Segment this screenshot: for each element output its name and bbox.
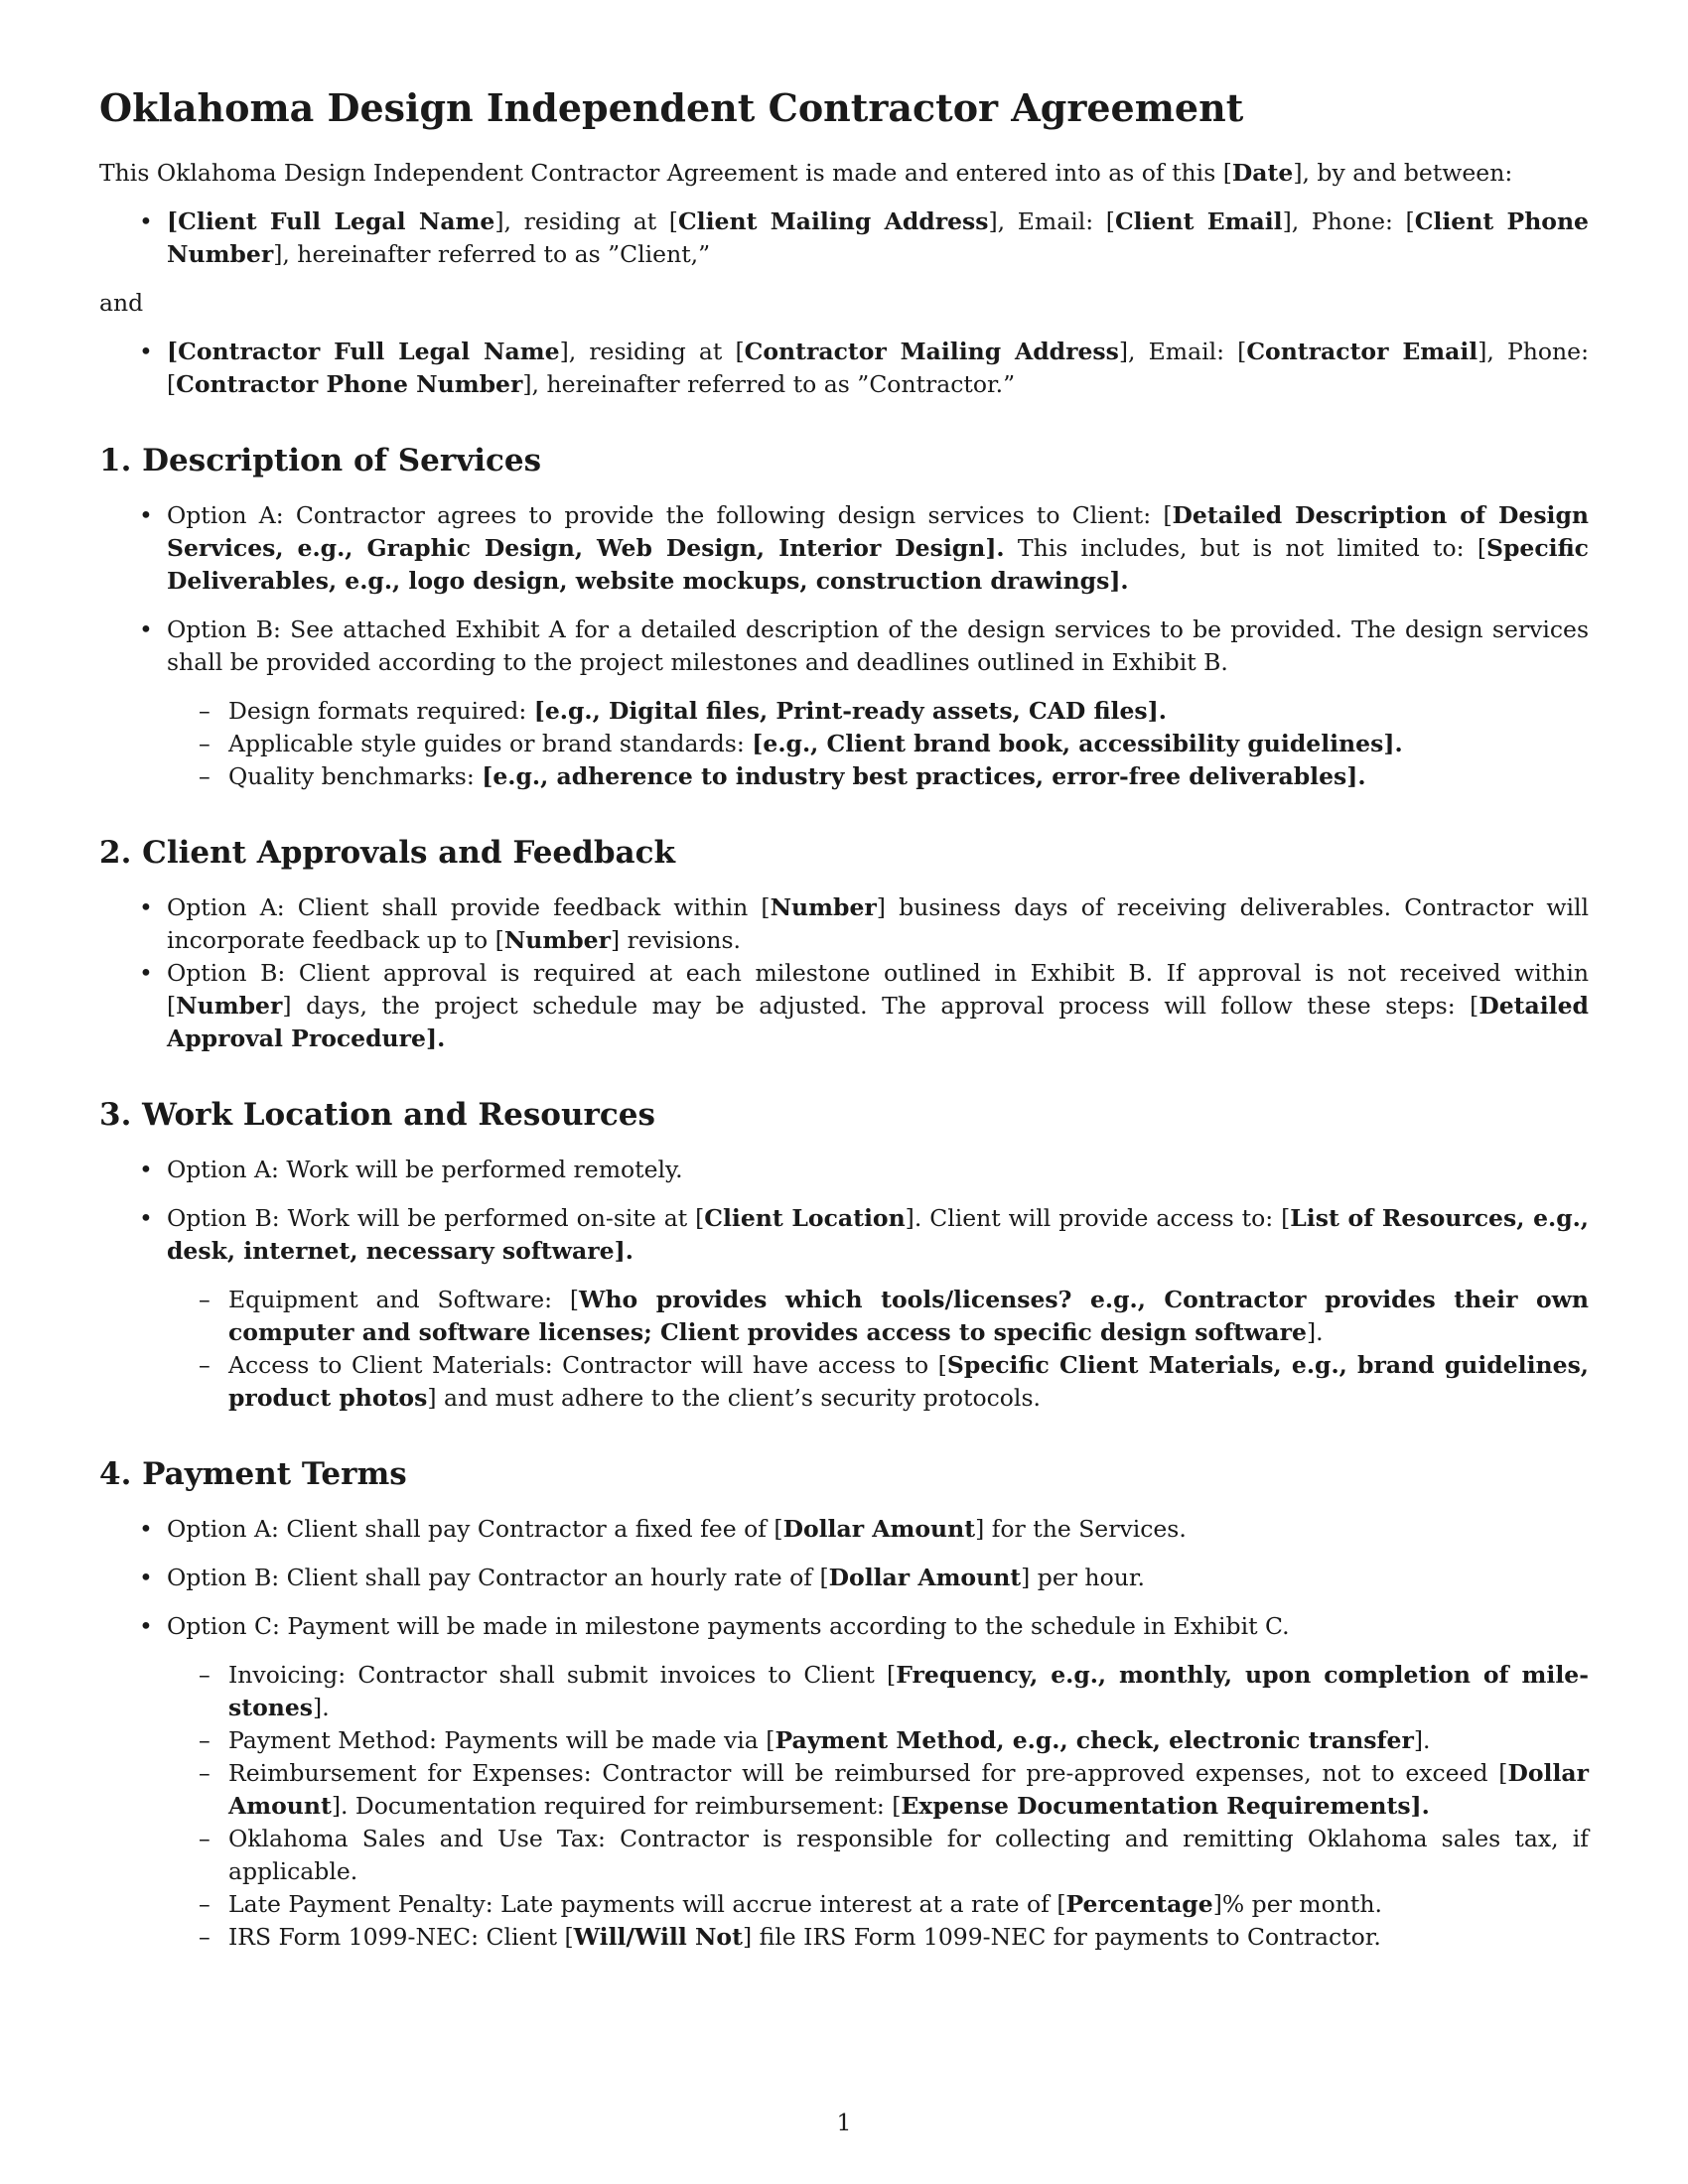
invoicing-item: – Invoicing: Contractor shall submit invoices to Client [Frequency, e.g., monthly, upon completion of milestones]. bbox=[167, 1659, 1589, 1724]
section-2-heading: 2. Client Approvals and Feedback bbox=[99, 834, 675, 871]
section-4-heading: 4. Payment Terms bbox=[99, 1456, 407, 1493]
section-3-heading: 3. Work Location and Resources bbox=[99, 1096, 655, 1133]
section-1-option-a: • Option A: Contractor agrees to provide the following design services to Client: [Detailed Description of Design Services, e.g., Graphic Design, Web Design, Interior Design]. This includes, but is not limited to: [Specific Deliverables, e.g., logo design, website mockups, construction drawings]. bbox=[99, 499, 1589, 598]
irs-form-item: – IRS Form 1099-NEC: Client [Will/Will Not] file IRS Form 1099-NEC for payments to Contractor. bbox=[167, 1921, 1589, 1954]
section-2-option-b: • Option B: Client approval is required at each milestone outlined in Exhibit B. If approval is not received within [Number] days, the project schedule may be adjusted. The approval process will follow these steps: [Detailed Approval Procedure]. bbox=[99, 957, 1589, 1055]
section-4-sublist bbox=[167, 1659, 1589, 1954]
payment-method-item: – Payment Method: Payments will be made via [Payment Method, e.g., check, electronic transfer]. bbox=[167, 1724, 1589, 1757]
style-guides-item: – Applicable style guides or brand standards: [e.g., Client brand book, accessibility guidelines]. bbox=[167, 728, 1589, 760]
section-4-option-a: • Option A: Client shall pay Contractor a fixed fee of [Dollar Amount] for the Services. bbox=[99, 1513, 1589, 1546]
section-2-option-a: • Option A: Client shall provide feedback within [Number] business days of receiving deliverables. Contractor will incorporate feedback up to [Number] revisions. bbox=[99, 891, 1589, 957]
section-1-sublist bbox=[167, 695, 1589, 793]
section-1-option-b: • Option B: See attached Exhibit A for a detailed description of the design services to be provided. The design services shall be provided according to the project milestones and deadlines outlined in Exhibit B. – Design formats required: [e.g., Digital files, Print-ready assets, CAD files]. – Applicable style guides or brand standards: [e.g., Client brand book, accessibility guidelines]. – Quality benchmarks: [e.g., adherence to industry best practices, error-free deliverables]. bbox=[99, 614, 1589, 793]
contractor-party-list bbox=[99, 336, 1589, 401]
page-number: 1 bbox=[836, 2109, 852, 2136]
section-3-option-b: • Option B: Work will be performed on-site at [Client Location]. Client will provide access to: [List of Resources, e.g., desk, internet, necessary software]. – Equipment and Software: [Who provides which tools/licenses? e.g., Contractor provides their own computer and software licenses; Client provides access to specific design software]. – Access to Client Materials: Contractor will have access to [Specific Client Materials, e.g., brand guidelines, product photos] and must adhere to the client’s security protocols. bbox=[99, 1202, 1589, 1415]
section-1-heading: 1. Description of Services bbox=[99, 442, 542, 478]
and-connector: and bbox=[99, 288, 144, 317]
equipment-software-item: – Equipment and Software: [Who provides which tools/licenses? e.g., Contractor provides their own computer and software licenses; Client provides access to specific design software]. bbox=[167, 1284, 1589, 1349]
client-party-list bbox=[99, 205, 1589, 271]
contractor-party-item: • [Contractor Full Legal Name], residing at [Contractor Mailing Address], Email: [Contractor Email], Phone: [Contractor Phone Number], hereinafter referred to as ”Contractor.” bbox=[99, 336, 1589, 401]
intro-paragraph: This Oklahoma Design Independent Contractor Agreement is made and entered into as of this [Date], by and between: bbox=[99, 158, 1513, 187]
design-formats-item: – Design formats required: [e.g., Digital files, Print-ready assets, CAD files]. bbox=[167, 695, 1589, 728]
document-title: Oklahoma Design Independent Contractor Agreement bbox=[99, 85, 1244, 130]
sales-tax-item: – Oklahoma Sales and Use Tax: Contractor is responsible for collecting and remitting Oklahoma sales tax, if applicable. bbox=[167, 1823, 1589, 1888]
section-4-options bbox=[99, 1513, 1589, 1954]
late-payment-item: – Late Payment Penalty: Late payments will accrue interest at a rate of [Percentage]% per month. bbox=[167, 1888, 1589, 1921]
section-4-option-b: • Option B: Client shall pay Contractor an hourly rate of [Dollar Amount] per hour. bbox=[99, 1562, 1589, 1594]
section-3-option-a: • Option A: Work will be performed remotely. bbox=[99, 1154, 1589, 1186]
section-3-options bbox=[99, 1154, 1589, 1415]
reimbursement-item: – Reimbursement for Expenses: Contractor will be reimbursed for pre-approved expenses, not to exceed [Dollar Amount]. Documentation required for reimbursement: [Expense Documentation Requirements]. bbox=[167, 1757, 1589, 1823]
client-materials-item: – Access to Client Materials: Contractor will have access to [Specific Client Materials, e.g., brand guidelines, product photos] and must adhere to the client’s security protocols. bbox=[167, 1349, 1589, 1415]
section-4-option-c: • Option C: Payment will be made in milestone payments according to the schedule in Exhibit C. – Invoicing: Contractor shall submit invoices to Client [Frequency, e.g., monthly, upon completion of milestones]. – Payment Method: Payments will be made via [Payment Method, e.g., check, electronic transfer]. – Reimbursement for Expenses: Contractor will be reimbursed for pre-approved expenses, not to exceed [Dollar Amount]. Documentation required for reimbursement: [Expense Documentation Requirements]. – Oklahoma Sales and Use Tax: Contractor is responsible for collecting and remitting Oklahoma sales tax, if applicable. – Late Payment Penalty: Late payments will accrue interest at a rate of [Percentage]% per month. – IRS Form 1099-NEC: Client [Will/Will Not] file IRS Form 1099-NEC for payments to Contractor. bbox=[99, 1610, 1589, 1954]
section-3-sublist bbox=[167, 1284, 1589, 1415]
quality-benchmarks-item: – Quality benchmarks: [e.g., adherence to industry best practices, error-free deliverables]. bbox=[167, 760, 1589, 793]
client-party-item: • [Client Full Legal Name], residing at [Client Mailing Address], Email: [Client Email], Phone: [Client Phone Number], hereinafter referred to as ”Client,” bbox=[99, 205, 1589, 271]
section-2-options bbox=[99, 891, 1589, 1055]
section-1-options bbox=[99, 499, 1589, 793]
